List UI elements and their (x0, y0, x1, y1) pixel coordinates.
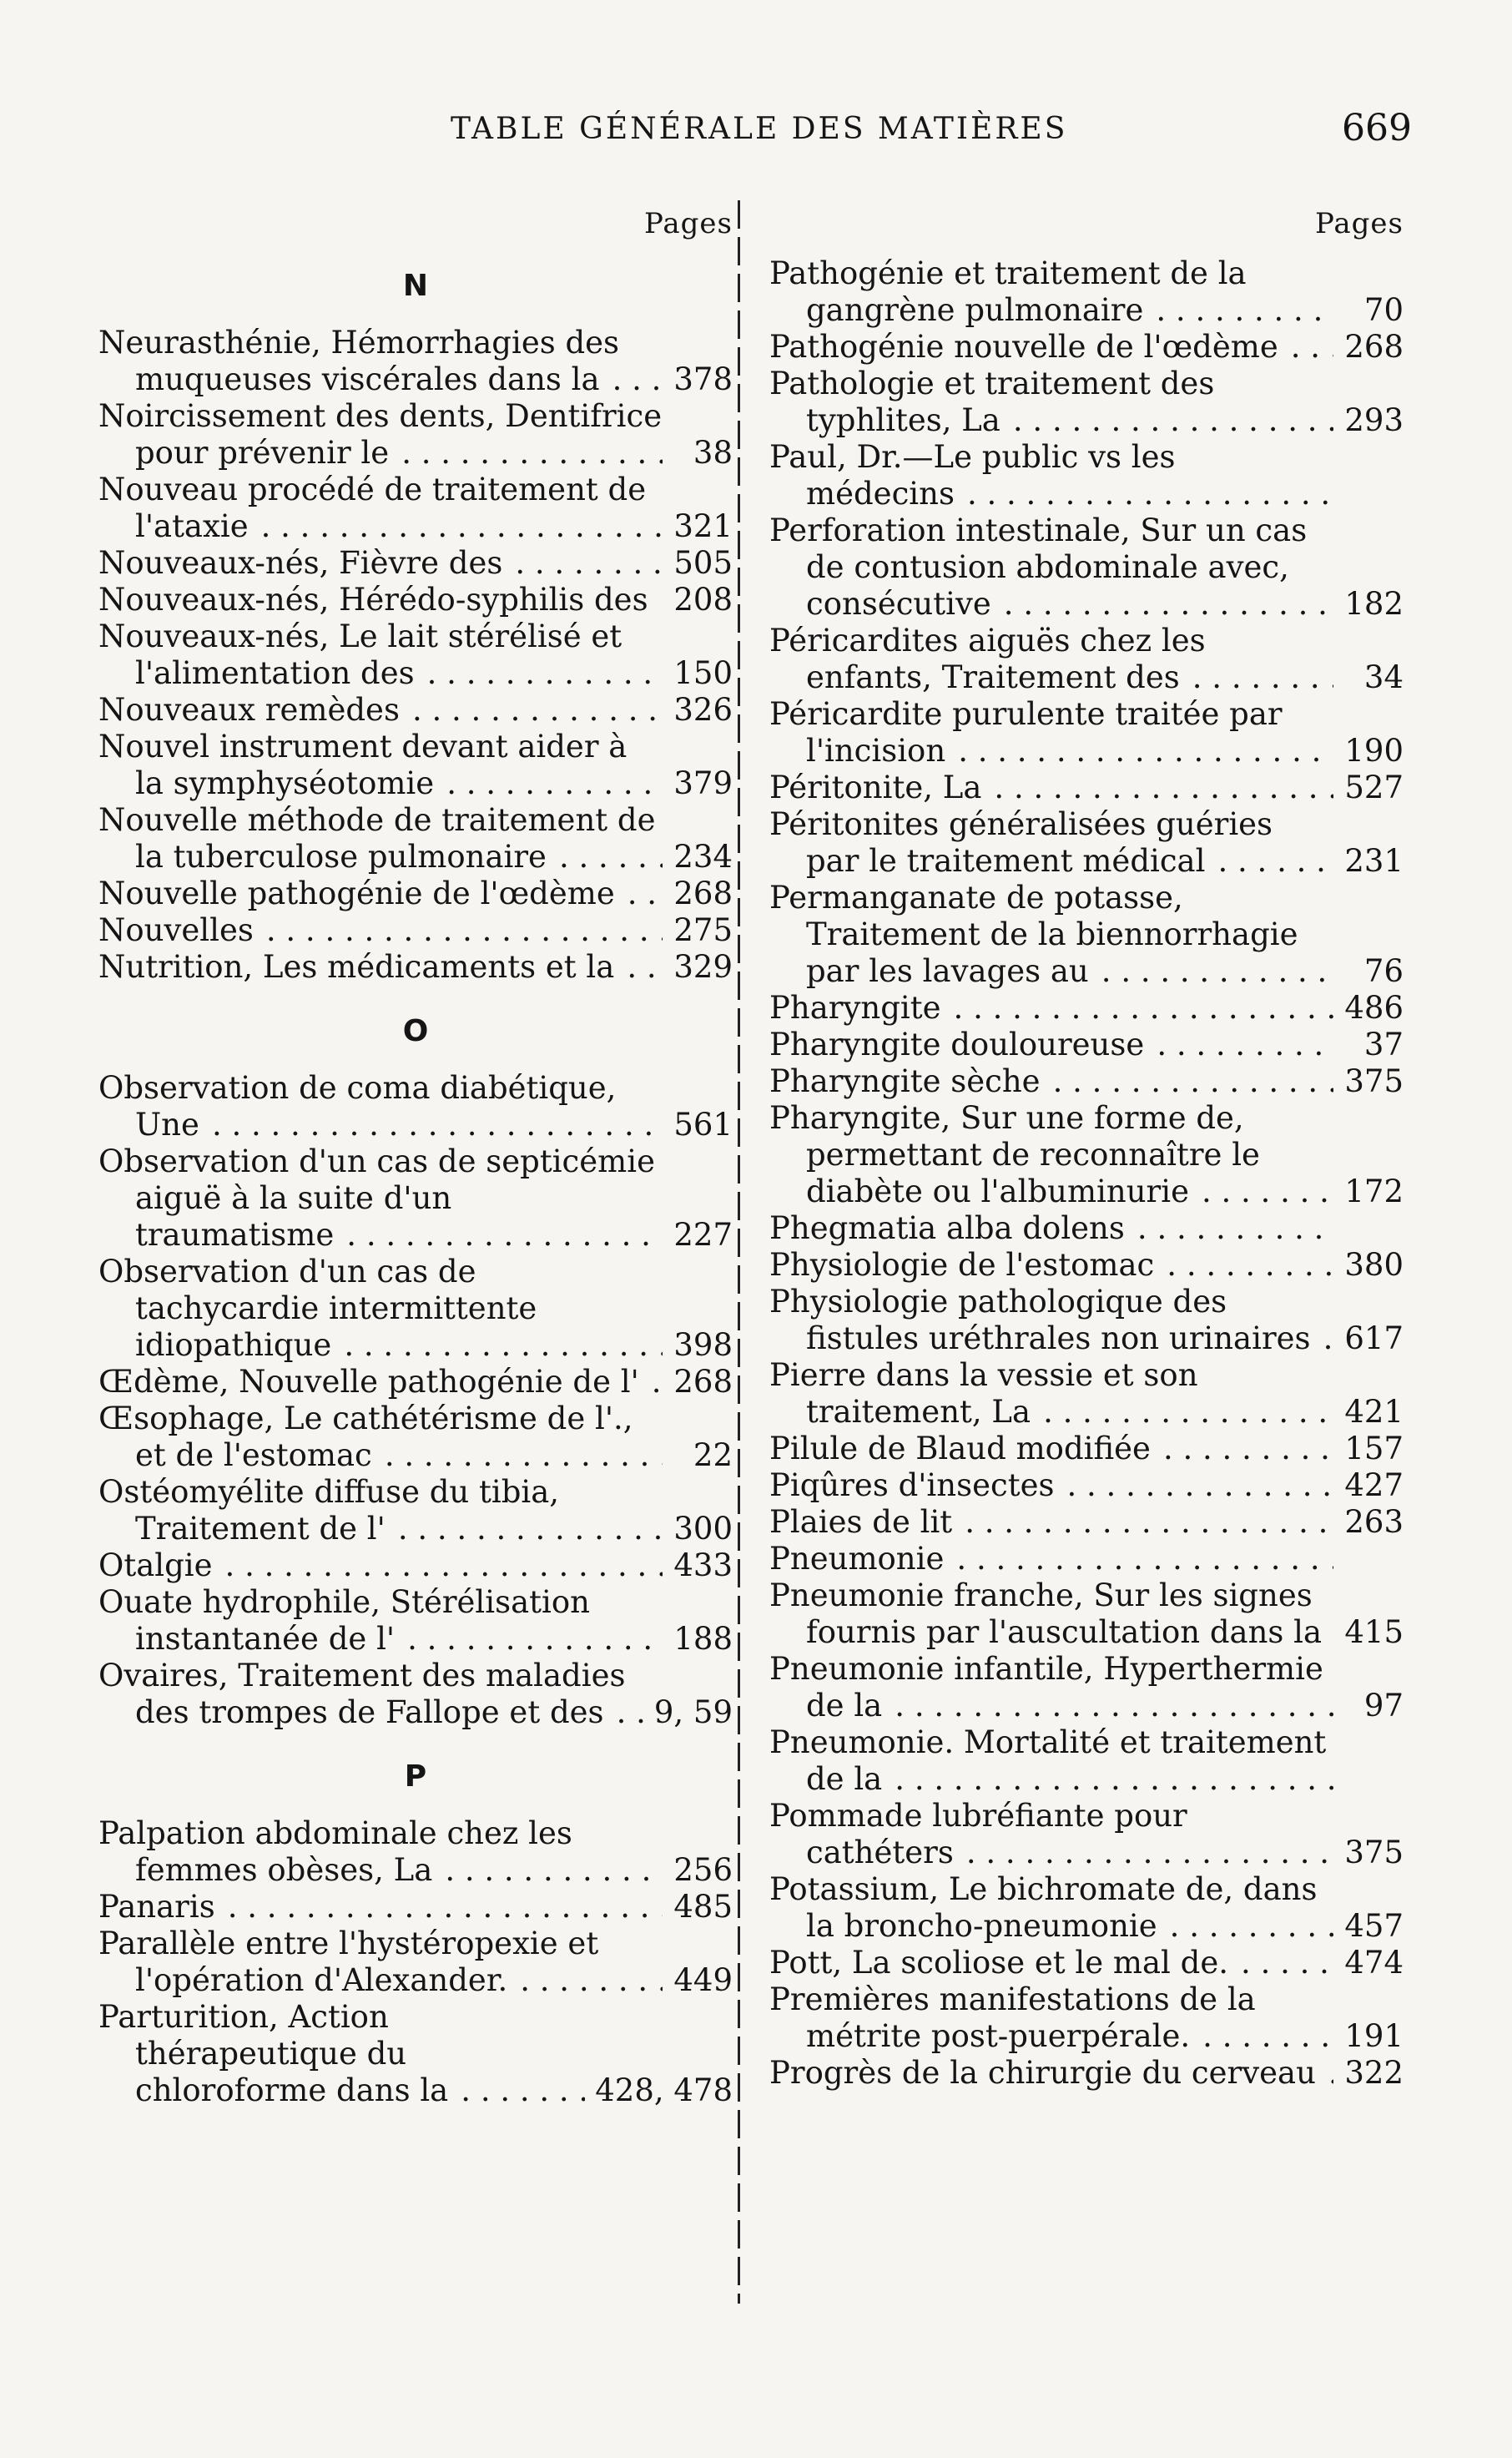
entry-body (769, 1284, 1333, 1357)
entry-body (98, 912, 663, 949)
index-entry (98, 545, 733, 582)
entry-text: Pommade lubréfiante pour cathéters (769, 1798, 1187, 1870)
entry-text: Observation d'un cas de septicémie aiguë à la suite d'un traumatisme (98, 1143, 655, 1253)
column-rule (738, 200, 740, 2304)
index-entry (98, 1254, 733, 1364)
entry-body (769, 439, 1333, 512)
index-entry (98, 692, 733, 729)
index-entry (769, 1357, 1404, 1431)
entry-text: Pilule de Blaud modifiée (769, 1431, 1156, 1466)
entry-body (769, 1577, 1333, 1651)
entry-body (769, 1210, 1333, 1247)
entry-body (769, 512, 1333, 623)
entry-page: 485 (663, 1889, 733, 1926)
index-entry (769, 1871, 1404, 1945)
index-entry (98, 1143, 733, 1254)
entry-body (98, 949, 663, 986)
left-column (98, 207, 733, 2109)
entry-page: 617 (1333, 1320, 1404, 1357)
right-column (769, 207, 1404, 2092)
entry-text: Ovaires, Traitement des maladies des trompes de Fallope et des (98, 1658, 626, 1730)
entry-text: Pathologie et traitement des typhlites, La (769, 366, 1215, 438)
entry-page: 256 (663, 1852, 733, 1889)
entry-body (769, 1467, 1333, 1504)
entry-body (98, 1926, 663, 1999)
entry-text: Ouate hydrophile, Stérélisation instantanée de l' (98, 1584, 590, 1657)
entry-text: Nouveaux-nés, Hérédo-syphilis des (98, 582, 653, 618)
entry-body (98, 618, 663, 692)
entry-text: Pneumonie franche, Sur les signes fournis par l'auscultation dans la (769, 1577, 1327, 1650)
entry-text: Nouvel instrument devant aider à la symphyséotomie (98, 729, 627, 801)
entry-body (769, 1431, 1333, 1467)
index-entry (98, 1070, 733, 1143)
index-entry (769, 1541, 1404, 1577)
entry-body (769, 990, 1333, 1027)
entry-body (98, 802, 663, 876)
entry-text: Perforation intestinale, Sur un cas de contusion abdominale avec, consécutive (769, 512, 1308, 622)
entry-page: 380 (1333, 1247, 1404, 1284)
entry-body (98, 1547, 663, 1584)
index-entry (98, 1889, 733, 1926)
index-entry (769, 990, 1404, 1027)
entry-text: Paul, Dr.—Le public vs les médecins (769, 439, 1176, 512)
entry-text: Otalgie (98, 1547, 218, 1583)
entry-text: Pneumonie. Mortalité et traitement de la (769, 1724, 1327, 1797)
entry-page: 322 (1333, 2055, 1404, 2092)
index-entry (769, 696, 1404, 770)
entry-text: Nouvelle pathogénie de l'œdème (98, 876, 620, 911)
index-entry (98, 1401, 733, 1474)
entry-body (769, 1724, 1333, 1798)
entry-page: 268 (1333, 329, 1404, 366)
index-entry (98, 912, 733, 949)
entry-text: Pharyngite, Sur une forme de, permettant de reconnaître le diabète ou l'albuminurie (769, 1100, 1260, 1209)
entry-page: 293 (1333, 402, 1404, 439)
entry-text: Neurasthénie, Hémorrhagies des muqueuses viscérales dans la (98, 325, 620, 397)
entry-body (98, 1999, 585, 2109)
index-entry (98, 398, 733, 472)
entry-text: Observation de coma diabétique, Une (98, 1070, 617, 1143)
entry-page: 326 (663, 692, 733, 729)
index-entry (769, 439, 1404, 512)
entry-body (769, 1871, 1333, 1945)
entry-page: 9, 59 (644, 1694, 733, 1731)
entry-text: Noircissement des dents, Dentifrice pour prévenir le (98, 398, 663, 471)
entry-page: 22 (663, 1437, 733, 1474)
section-letter: N (402, 269, 429, 303)
index-entry (98, 582, 733, 618)
entry-text: Péricardite purulente traitée par l'incision (769, 696, 1283, 769)
entry-body (98, 325, 663, 398)
index-entry (769, 623, 1404, 696)
entry-page: 527 (1333, 770, 1404, 806)
index-entry (98, 1474, 733, 1547)
entry-page: 76 (1333, 953, 1404, 990)
entry-page: 227 (663, 1217, 733, 1254)
entry-text: Pharyngite douloureuse (769, 1027, 1149, 1062)
entry-body (98, 876, 663, 912)
entry-text: Pneumonie (769, 1541, 949, 1577)
index-entry (769, 1284, 1404, 1357)
entry-body (98, 1889, 663, 1926)
index-entry (769, 770, 1404, 806)
index-entry (98, 1584, 733, 1658)
entry-text: Panaris (98, 1889, 220, 1925)
entry-body (769, 2055, 1333, 2092)
entry-page: 172 (1333, 1173, 1404, 1210)
index-entry (98, 949, 733, 986)
entry-text: Péritonite, La (769, 770, 986, 805)
entry-page: 275 (663, 912, 733, 949)
index-entry (769, 1467, 1404, 1504)
entry-page: 415 (1333, 1614, 1404, 1651)
entry-body (769, 1357, 1333, 1431)
entry-body (98, 1070, 663, 1143)
entry-body (98, 1474, 663, 1547)
entry-text: Ostéomyélite diffuse du tibia, Traitement de l' (98, 1474, 560, 1547)
entry-text: Pneumonie infantile, Hyperthermie de la (769, 1651, 1323, 1724)
entry-body (98, 1401, 663, 1474)
section-letter: O (402, 1014, 429, 1048)
entry-page: 191 (1333, 2018, 1404, 2055)
right-entries (769, 255, 1404, 2092)
entry-page: 321 (663, 508, 733, 545)
entry-text: Nouvelle méthode de traitement de la tuberculose pulmonaire (98, 802, 656, 875)
entry-body (98, 1364, 663, 1401)
entry-page: 449 (663, 1962, 733, 1999)
index-entry (769, 1577, 1404, 1651)
entry-text: Pott, La scoliose et le mal de. (769, 1945, 1233, 1981)
entry-page: 34 (1333, 659, 1404, 696)
entry-text: Nouveaux-nés, Le lait stérélisé et l'alimentation des (98, 618, 622, 691)
entry-body (98, 582, 663, 618)
entry-page: 375 (1333, 1063, 1404, 1100)
index-entry (98, 1547, 733, 1584)
entry-page: 421 (1333, 1394, 1404, 1431)
entry-body (769, 1100, 1333, 1210)
index-entry (98, 802, 733, 876)
entry-page: 378 (663, 361, 733, 398)
index-entry (769, 1945, 1404, 1981)
index-entry (769, 1063, 1404, 1100)
entry-body (769, 1798, 1333, 1871)
entry-page: 70 (1333, 292, 1404, 329)
entry-page: 182 (1333, 586, 1404, 623)
entry-text: Pathogénie nouvelle de l'œdème (769, 329, 1283, 365)
index-entry (98, 1815, 733, 1889)
entry-page: 398 (663, 1327, 733, 1364)
entry-page: 234 (663, 839, 733, 876)
entry-page: 263 (1333, 1504, 1404, 1541)
index-entry (769, 1798, 1404, 1871)
entry-text: Pharyngite sèche (769, 1063, 1046, 1099)
entry-page: 486 (1333, 990, 1404, 1027)
index-entry (98, 472, 733, 545)
entry-page: 37 (1333, 1027, 1404, 1063)
entry-page: 38 (663, 435, 733, 472)
entry-page: 427 (1333, 1467, 1404, 1504)
entry-body (98, 398, 663, 472)
running-head (100, 107, 1412, 157)
entry-body (769, 623, 1333, 696)
entry-text: Pathogénie et traitement de la gangrène pulmonaire (769, 255, 1247, 328)
index-entry (98, 1999, 733, 2109)
entry-text: Observation d'un cas de tachycardie intermittente idiopathique (98, 1254, 537, 1363)
entry-page: 474 (1333, 1945, 1404, 1981)
entry-text: Œdème, Nouvelle pathogénie de l' (98, 1364, 644, 1400)
entry-text: Permanganate de potasse, Traitement de la biennorrhagie par les lavages au (769, 880, 1298, 989)
entry-body (98, 472, 663, 545)
index-entry (769, 1724, 1404, 1798)
entry-body (98, 545, 663, 582)
entry-page: 457 (1333, 1908, 1404, 1945)
entry-page: 188 (663, 1621, 733, 1658)
index-entry (98, 1364, 733, 1401)
entry-page: 268 (663, 1364, 733, 1401)
entry-text: Palpation abdominale chez les femmes obèses, La (98, 1815, 572, 1888)
entry-text: Pierre dans la vessie et son traitement, La (769, 1357, 1198, 1430)
entry-text: Phegmatia alba dolens (769, 1210, 1130, 1246)
entry-body (98, 692, 663, 729)
entry-page: 329 (663, 949, 733, 986)
entry-text: Nutrition, Les médicaments et la (98, 949, 619, 985)
entry-page: 97 (1333, 1688, 1404, 1724)
index-entry (769, 1981, 1404, 2055)
entry-page: 208 (663, 582, 733, 618)
entry-page: 231 (1333, 843, 1404, 880)
entry-page: 505 (663, 545, 733, 582)
entry-body (98, 1815, 663, 1889)
entry-page: 157 (1333, 1431, 1404, 1467)
entry-page: 433 (663, 1547, 733, 1584)
index-entry (98, 325, 733, 398)
entry-page: 379 (663, 765, 733, 802)
entry-body (98, 1658, 644, 1731)
entry-text: Nouveaux remèdes (98, 692, 405, 728)
index-entry (98, 876, 733, 912)
index-entry (769, 2055, 1404, 2092)
pages-label: Pages (1315, 207, 1404, 240)
index-entry (769, 1651, 1404, 1724)
entry-text: Nouveaux-nés, Fièvre des (98, 545, 507, 581)
entry-body (769, 329, 1333, 366)
entry-body (769, 1651, 1333, 1724)
index-entry (769, 366, 1404, 439)
entry-text: Péritonites généralisées guéries par le traitement médical (769, 806, 1273, 879)
entry-body (98, 1143, 663, 1254)
index-entry (769, 329, 1404, 366)
entry-text: Progrès de la chirurgie du cerveau (769, 2055, 1321, 2091)
entry-body (98, 729, 663, 802)
entry-body (98, 1254, 663, 1364)
entry-body (98, 1584, 663, 1658)
running-title: TABLE GÉNÉRALE DES MATIÈRES (451, 112, 1068, 146)
entry-text: Pharyngite (769, 990, 946, 1026)
entry-text: Physiologie pathologique des fistules uréthrales non urinaires (769, 1284, 1316, 1356)
index-entry (769, 1504, 1404, 1541)
entry-body (769, 770, 1333, 806)
left-sections (98, 269, 733, 2109)
page-number: 669 (1342, 107, 1412, 149)
entry-text: Œsophage, Le cathétérisme de l'., et de l'estomac (98, 1401, 633, 1473)
entry-text: Nouveau procédé de traitement de l'ataxie (98, 472, 647, 544)
entry-text: Péricardites aiguës chez les enfants, Traitement des (769, 623, 1206, 695)
index-entry (98, 1658, 733, 1731)
index-entry (98, 618, 733, 692)
index-entry (769, 1027, 1404, 1063)
entry-text: Physiologie de l'estomac (769, 1247, 1159, 1283)
entry-body (769, 880, 1333, 990)
entry-body (769, 1247, 1333, 1284)
entry-body (769, 1504, 1333, 1541)
index-entry (98, 1926, 733, 1999)
entry-body (769, 366, 1333, 439)
index-entry (769, 880, 1404, 990)
entry-body (769, 1945, 1333, 1981)
index-entry (769, 1247, 1404, 1284)
entry-body (769, 1063, 1333, 1100)
index-entry (98, 729, 733, 802)
entry-body (769, 1027, 1333, 1063)
entry-page: 561 (663, 1107, 733, 1143)
entry-text: Potassium, Le bichromate de, dans la broncho-pneumonie (769, 1871, 1318, 1944)
entry-page: 300 (663, 1511, 733, 1547)
entry-text: Parturition, Action thérapeutique du chloroforme dans la (98, 1999, 453, 2108)
index-entry (769, 512, 1404, 623)
entry-body (769, 1981, 1333, 2055)
entry-page: 375 (1333, 1835, 1404, 1871)
entry-text: Piqûres d'insectes (769, 1467, 1059, 1503)
section-letter: P (404, 1759, 427, 1794)
pages-label: Pages (644, 207, 733, 240)
entry-body (769, 806, 1333, 880)
entry-page: 428, 478 (585, 2072, 733, 2109)
entry-body (769, 255, 1333, 329)
entry-text: Plaies de lit (769, 1504, 957, 1540)
entry-page: 190 (1333, 733, 1404, 770)
index-entry (769, 255, 1404, 329)
entry-text: Parallèle entre l'hystéropexie et l'opération d'Alexander. (98, 1926, 599, 1998)
index-entry (769, 806, 1404, 880)
entry-body (769, 696, 1333, 770)
index-entry (769, 1100, 1404, 1210)
entry-body (769, 1541, 1333, 1577)
entry-page: 150 (663, 655, 733, 692)
entry-page: 268 (663, 876, 733, 912)
entry-text: Nouvelles (98, 912, 259, 948)
index-entry (769, 1210, 1404, 1247)
entry-text: Premières manifestations de la métrite post-puerpérale. (769, 1981, 1256, 2054)
index-entry (769, 1431, 1404, 1467)
